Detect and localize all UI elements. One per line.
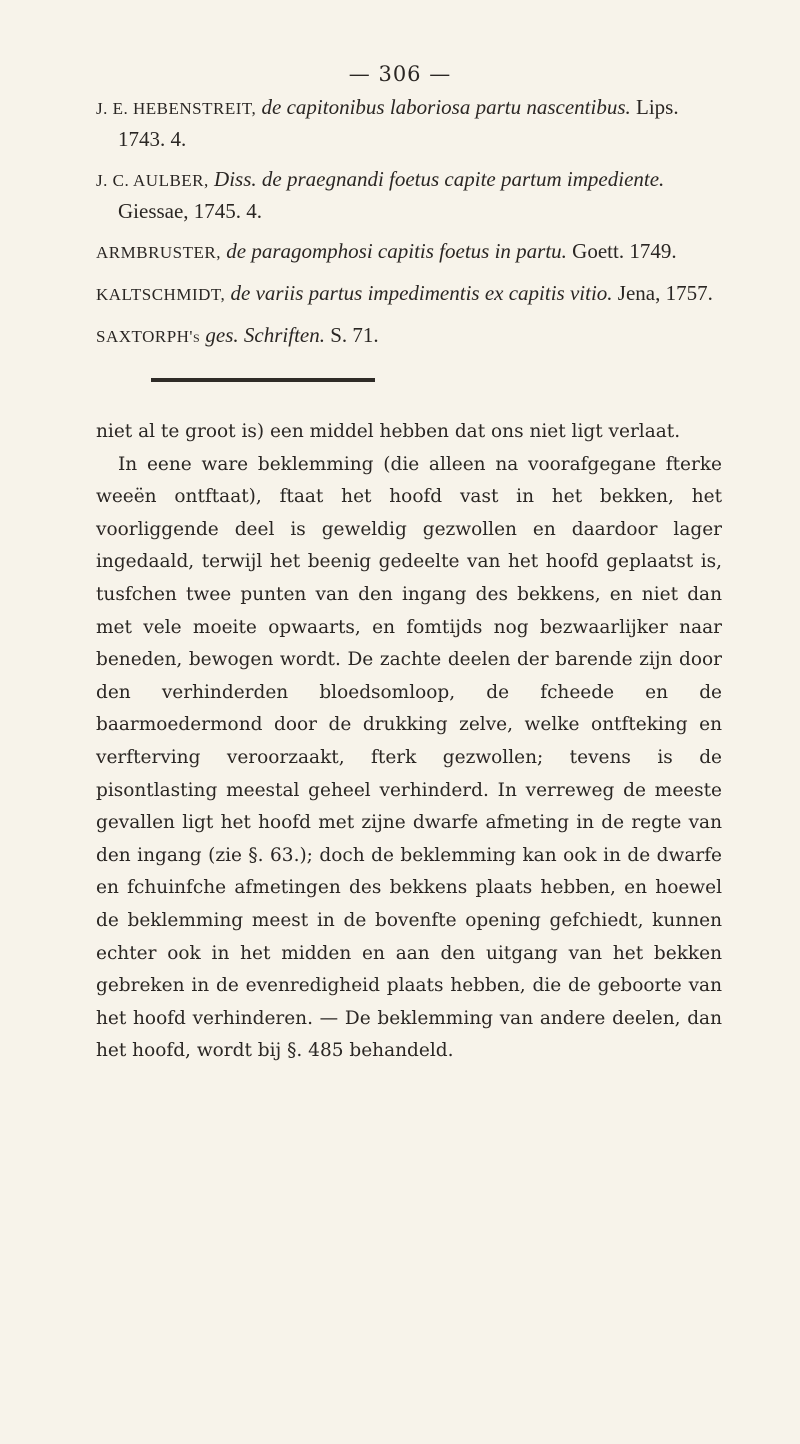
reference-details: S. 71. xyxy=(330,323,379,347)
reference-details: Goett. 1749. xyxy=(572,239,677,263)
reference-item xyxy=(96,164,722,226)
reference-details: Jena, 1757. xyxy=(617,281,713,305)
reference-details: Lips. 1743. 4. xyxy=(118,95,679,151)
reference-item xyxy=(96,278,722,310)
reference-author: ARMBRUSTER, xyxy=(96,243,221,262)
reference-title: de capitonibus laboriosa partu nascentibus. xyxy=(261,95,631,119)
reference-author: KALTSCHMIDT, xyxy=(96,285,226,304)
body-paragraph: In eene ware beklemming (die alleen na voorafgegane fterke weeën ontftaat), ftaat het hoofd vast in het bekken, het voorliggende deel is geweldig gezwollen en daardoor lager ingedaald, terwijl het beenig gedeelte van het hoofd geplaatst is, tusfchen twee punten van den ingang des bekkens, en niet dan met vele moeite opwaarts, en fomtijds nog bezwaarlijker naar beneden, bewogen wordt. De zachte deelen der barende zijn door den verhinderden bloedsomloop, de fcheede en de baarmoedermond door de drukking zelve, welke ontfteking en verfterving veroorzaakt, fterk gezwollen; tevens is de pisontlasting meestal geheel verhinderd. In verreweg de meeste gevallen ligt het hoofd met zijne dwarfe afmeting in de regte van den ingang (zie §. 63.); doch de beklemming kan ook in de dwarfe en fchuinfche afmetingen des bekkens plaats hebben, en hoewel de beklemming meest in de bovenfte opening gefchiedt, kunnen echter ook in het midden en aan den uitgang van het bekken gebreken in de evenredigheid plaats hebben, die de geboorte van het hoofd verhinderen. — De beklemming van andere deelen, dan het hoofd, wordt bij §. 485 behandeld. xyxy=(96,453,722,1062)
reference-author: J. E. HEBENSTREIT, xyxy=(96,99,257,118)
reference-item xyxy=(96,92,722,154)
reference-details: Giessae, 1745. 4. xyxy=(118,199,263,223)
reference-list xyxy=(96,92,722,352)
reference-author: J. C. AULBER, xyxy=(96,171,209,190)
reference-author: SAXTORPH's xyxy=(96,327,201,346)
section-divider xyxy=(151,378,375,382)
reference-title: Diss. de praegnandi foetus capite partum impediente. xyxy=(214,167,665,191)
reference-item xyxy=(96,320,722,352)
reference-title: ges. Schriften. xyxy=(205,323,325,347)
body-paragraph: niet al te groot is) een middel hebben dat ons niet ligt verlaat. xyxy=(96,421,681,442)
reference-title: de paragomphosi capitis foetus in partu. xyxy=(226,239,567,263)
page-number: — 306 — xyxy=(348,62,452,86)
reference-title: de variis partus impedimentis ex capitis vitio. xyxy=(230,281,613,305)
reference-item xyxy=(96,236,722,268)
